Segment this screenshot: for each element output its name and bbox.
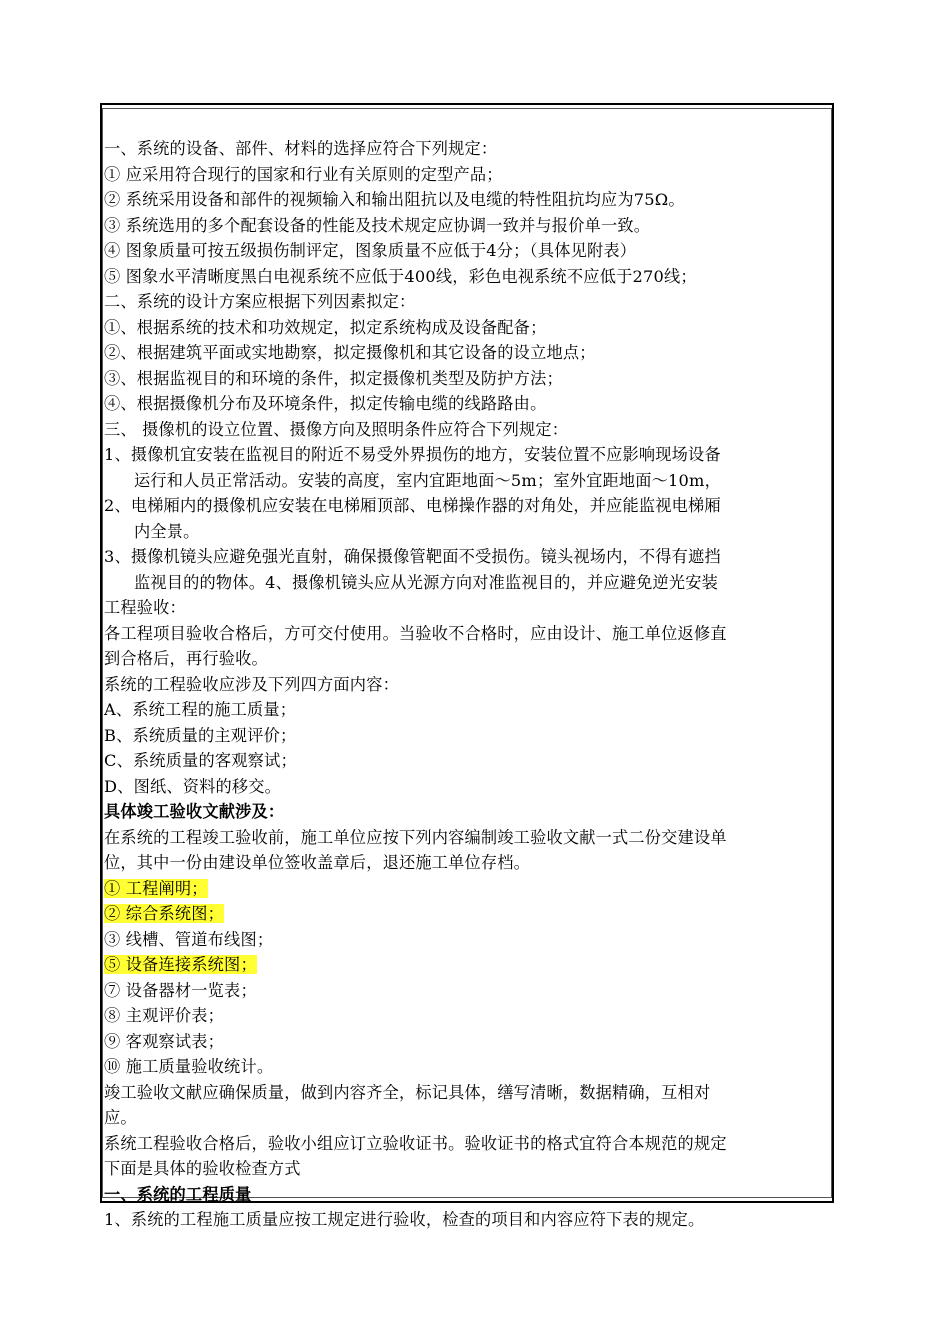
line-text: 监视目的的物体。4、摄像机镜头应从光源方向对准监视目的，并应避免逆光安装 [134,572,719,592]
text-line [104,136,830,162]
line-text: 二、系统的设计方案应根据下列因素拟定： [104,292,416,311]
text-line [104,519,830,545]
line-text: 3、摄像机镜头应避免强光直射，确保摄像管靶面不受损伤。镜头视场内，不得有遮挡 [104,547,721,566]
text-line [104,1156,830,1182]
text-line [104,417,830,443]
line-text: 一、系统的工程质量 [104,1184,252,1204]
text-line [104,1029,830,1055]
text-line [104,162,830,188]
text-line [104,442,830,468]
text-line [104,213,830,239]
text-line [104,952,830,978]
line-text: 2、电梯厢内的摄像机应安装在电梯厢顶部、电梯操作器的对角处，并应能监视电梯厢 [104,496,721,515]
line-text: ①、根据系统的技术和功效规定，拟定系统构成及设备配备； [104,317,547,337]
line-text: ② 系统采用设备和部件的视频输入和输出阻抗以及电缆的特性阻抗均应为75Ω。 [104,190,685,209]
line-text: 位，其中一份由建设单位签收盖章后，退还施工单位存档。 [104,853,531,872]
text-line [104,774,830,800]
text-line [104,391,830,417]
line-text: ④ 图象质量可按五级损伤制评定，图象质量不应低于4分；（具体见附表） [104,241,637,260]
text-line [104,289,830,315]
text-line [104,621,830,647]
line-text: ③ 线槽、管道布线图； [104,929,274,949]
line-text: C、系统质量的客观察试； [104,751,297,770]
text-line [104,646,830,672]
section-heading [104,799,830,825]
text-line [104,901,830,927]
line-text: 系统的工程验收应涉及下列四方面内容： [104,674,399,694]
section-heading [104,1182,830,1208]
line-text: 各工程项目验收合格后，方可交付使用。当验收不合格时，应由设计、施工单位返修直 [104,623,727,643]
text-line [104,697,830,723]
highlighted-text: ① 工程阐明； [104,878,208,898]
text-line [104,748,830,774]
text-line [104,1131,830,1157]
line-text: 系统工程验收合格后，验收小组应订立验收证书。验收证书的格式宜符合本规范的规定 [104,1133,727,1153]
line-text: ③、根据监视目的和环境的条件，拟定摄像机类型及防护方法； [104,368,563,388]
line-text: 具体竣工验收文献涉及： [104,802,285,821]
text-line [104,876,830,902]
line-text: ⑤ 图象水平清晰度黑白电视系统不应低于400线，彩色电视系统不应低于270线； [104,266,697,286]
text-line [104,570,830,596]
line-text: 运行和人员正常活动。安装的高度，室内宜距地面～5m；室外宜距地面～10m， [134,470,721,490]
line-text: B、系统质量的主观评价； [104,725,297,745]
text-line [104,723,830,749]
line-text: 下面是具体的验收检查方式 [104,1159,301,1178]
line-text: 1、系统的工程施工质量应按工规定进行验收，检查的项目和内容应符下表的规定。 [104,1210,705,1229]
line-text: ⑦ 设备器材一览表； [104,980,257,1000]
line-text: 三、 摄像机的设立位置、摄像方向及照明条件应符合下列规定： [104,419,569,439]
line-text: 应。 [104,1108,137,1127]
text-line [104,1054,830,1080]
text-line [104,544,830,570]
line-text: 工程验收： [104,598,186,617]
document-body [104,136,830,1233]
text-line [104,187,830,213]
line-text: 到合格后，再行验收。 [104,649,268,668]
line-text: ⑩ 施工质量验收统计。 [104,1057,274,1076]
line-text: D、图纸、资料的移交。 [104,776,282,796]
text-line [104,493,830,519]
text-line [104,978,830,1004]
line-text: ⑨ 客观察试表； [104,1031,225,1051]
line-text: 1、摄像机宜安装在监视目的附近不易受外界损伤的地方，安装位置不应影响现场设备 [104,445,721,464]
line-text: ④、根据摄像机分布及环境条件，拟定传输电缆的线路路由。 [104,394,547,413]
text-line [104,238,830,264]
text-line [104,340,830,366]
text-line [104,595,830,621]
text-line [104,366,830,392]
line-text: ⑧ 主观评价表； [104,1006,225,1025]
highlighted-text: ⑤ 设备连接系统图； [104,955,257,974]
text-line [104,927,830,953]
line-text: 一、系统的设备、部件、材料的选择应符合下列规定： [104,139,498,158]
line-text: ① 应采用符合现行的国家和行业有关原则的定型产品； [104,164,503,184]
text-line [104,1080,830,1106]
line-text: 竣工验收文献应确保质量，做到内容齐全，标记具体，缮写清晰，数据精确，互相对 [104,1082,711,1102]
text-line [104,850,830,876]
text-line [104,315,830,341]
text-line [104,264,830,290]
line-text: A、系统工程的施工质量； [104,700,297,719]
text-line [104,1003,830,1029]
line-text: ②、根据建筑平面或实地勘察，拟定摄像机和其它设备的设立地点； [104,343,596,362]
line-text: 在系统的工程竣工验收前，施工单位应按下列内容编制竣工验收文献一式二份交建设单 [104,827,727,847]
text-line [104,825,830,851]
text-line [104,1105,830,1131]
highlighted-text: ② 综合系统图； [104,904,225,923]
line-text: 内全景。 [134,521,200,541]
text-line [104,672,830,698]
text-line [104,468,830,494]
line-text: ③ 系统选用的多个配套设备的性能及技术规定应协调一致并与报价单一致。 [104,215,651,235]
text-line [104,1207,830,1233]
